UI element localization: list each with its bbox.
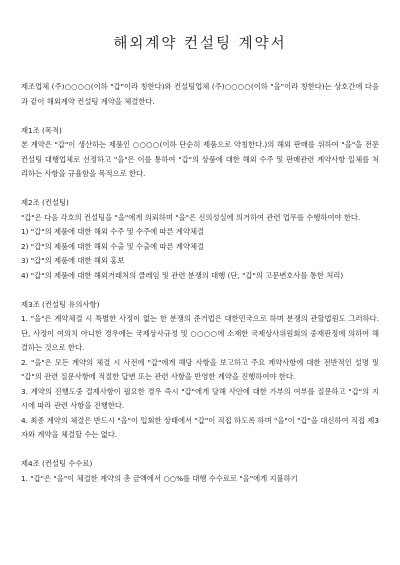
article-3-clause-1: 1. "을"은 계약체결 시 특별한 사정이 없는 한 분쟁의 준거법은 대한민국으로 하며 분쟁의 관할법원도 그러하다. 단, 사정이 여의치 아니한 경우에는 국제상사규정 및 ○○○○에 소재한 국제상사위원회의 중재판정에 의하여 해결하는 것으로 한다. [21, 314, 379, 352]
article-2 [21, 196, 379, 283]
article-2-item-4: 4) "갑"의 제품에 대한 해외거래처의 클레임 및 관련 분쟁의 대행 (단, "갑"의 고문변호사를 통한 처리) [21, 270, 344, 280]
article-3-clause-2: 2. "을"은 모든 계약의 체결 시 사전에 "갑"에게 해당 사항을 보고하고 주요 계약사항에 대한 전반적인 설명 및 "갑"의 관련 질문사항에 적절한 답변 또는 관련 사항을 반영한 계약을 진행하여야 한다. [21, 357, 379, 381]
article-1-text: 본 계약은 "갑"이 생산하는 제품인 ○○○○(이하 단순히 제품으로 약칭한다.)의 해외 판매를 위하여 "을"을 전문 컨설팅 대행업체로 선정하고 "을"은 이를 통하여 "갑"의 상품에 대한 해외 수주 및 판매관련 계약사항 일체를 처리하는 사항을 규율함을 목적으로 한다. [21, 140, 379, 178]
article-4 [21, 457, 379, 486]
document-title: 해외계약 컨설팅 계약서 [113, 36, 287, 52]
article-3-clause-4: 4. 최종 계약의 체결은 반드시 "을"이 입회한 상태에서 "갑"이 직접 하도록 하며 "을"이 "갑"을 대신하여 직접 제3자와 계약을 체결할 수는 없다. [21, 415, 379, 439]
article-2-title: 제2조 (컨설팅) [21, 198, 69, 207]
article-4-title: 제4조 (컨설팅 수수료) [21, 459, 93, 468]
article-2-item-2: 2) "갑"의 제품에 대한 해외 수출 및 수출에 따른 계약체결 [21, 241, 205, 251]
intro-paragraph: 제조업체 (주)○○○○(이하 "갑"이라 칭한다)와 컨설팅업체 (주)○○○○(이하 "을"이라 칭한다)는 상호간에 다음과 같이 해외계약 컨설팅 계약을 체결한다. [21, 82, 379, 106]
article-1-title: 제1조 (목적) [21, 125, 62, 135]
article-2-item-3: 3) "갑"의 제품에 대한 해외 홍보 [21, 256, 125, 265]
article-2-item-1: 1) "갑"의 제품에 대한 해외 수주 및 수주에 따른 계약체결 [21, 227, 205, 236]
article-3-title: 제3조 (컨설팅 유의사항) [21, 299, 100, 309]
article-2-text: "갑"은 다음 각호의 컨설팅을 "을"에게 의뢰하며 "을"은 신의성실에 의거하여 관련 업무를 수행하여야 한다. [21, 212, 361, 222]
article-3-clause-3: 3. 계약의 진행도중 결제사항이 필요한 경우 즉시 "갑"에게 당해 사안에 대한 가부의 여부를 질문하고 "갑"의 지시에 따라 관련 사항을 진행한다. [21, 386, 379, 410]
article-4-clause-1: 1. "갑"은 "을"이 체결한 계약의 총 금액에서 ○○%를 대행 수수료로 "을"에게 지불하기 [21, 473, 298, 483]
article-1 [21, 124, 379, 182]
article-3 [21, 298, 379, 443]
